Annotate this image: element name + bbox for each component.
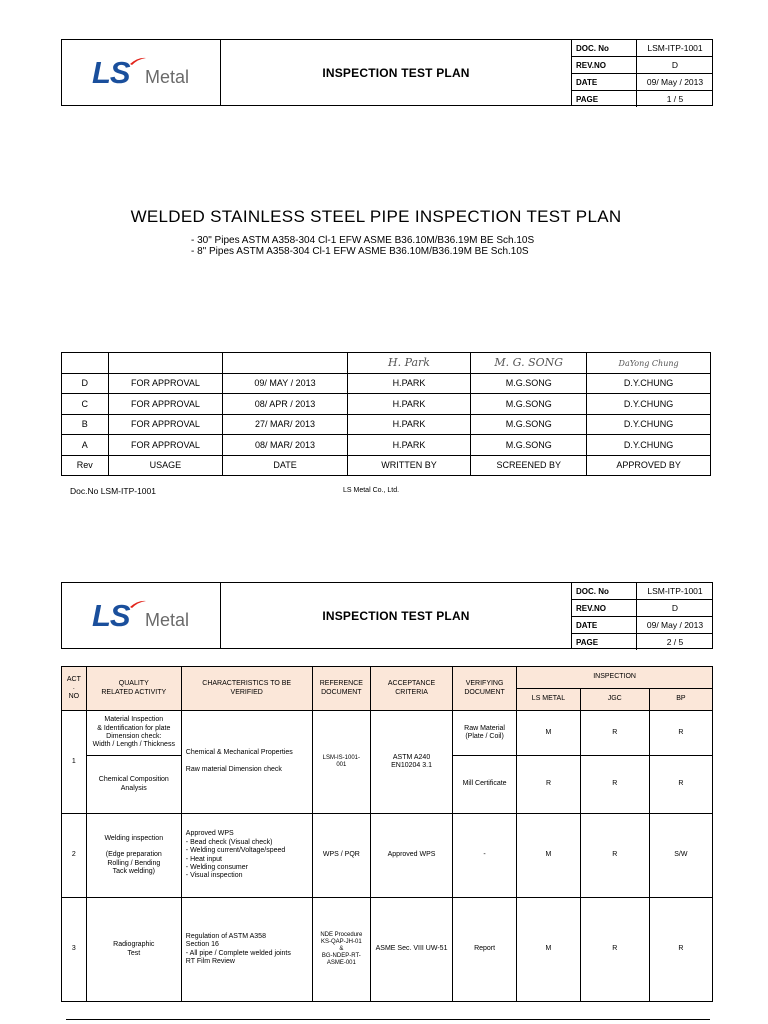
logo-cell [62, 40, 221, 105]
table-row [62, 814, 713, 898]
usage-cell: FOR APPROVAL [108, 394, 223, 415]
signature-row [62, 353, 711, 374]
date-label: DATE [572, 74, 637, 91]
header-title: INSPECTION TEST PLAN [221, 40, 572, 105]
written-cell: H.PARK [347, 414, 471, 435]
characteristics: Regulation of ASTM A358 Section 16 - All pipe / Complete welded joints RT Film Review [181, 898, 312, 1002]
characteristics: Chemical & Mechanical Properties Raw material Dimension check [181, 711, 312, 814]
date-cell: 09/ MAY / 2013 [223, 373, 347, 394]
page-value: 1 / 5 [666, 94, 684, 104]
header-screened: SCREENED BY [471, 455, 587, 476]
logo-swoosh-icon [130, 57, 146, 65]
acceptance: ASTM A240 EN10204 3.1 [371, 711, 453, 814]
rev-label: REV.NO [572, 600, 637, 617]
ins-jgc: R [580, 814, 649, 898]
verifying-doc: Raw Material (Plate / Coil) [452, 711, 516, 756]
screened-cell: M.G.SONG [471, 435, 587, 456]
acceptance: Approved WPS [371, 814, 453, 898]
revision-row [62, 394, 711, 415]
header-meta-table [572, 40, 713, 107]
logo-brand: LS [92, 55, 130, 90]
col-reference: REFERENCE DOCUMENT [312, 667, 371, 711]
approved-cell: D.Y.CHUNG [587, 394, 711, 415]
header-title: INSPECTION TEST PLAN [221, 583, 572, 648]
col-acceptance: ACCEPTANCE CRITERIA [371, 667, 453, 711]
doc-no-value: LSM-ITP-1001 [637, 583, 714, 600]
ins-jgc: R [580, 711, 649, 756]
ins-ls: M [517, 814, 581, 898]
ins-bp: R [649, 756, 712, 814]
doc-no-label: DOC. No [572, 583, 637, 600]
subtitle-8in: - 8" Pipes ASTM A358-304 Cl-1 EFW ASME B36.10M/B36.19M BE Sch.10S [191, 246, 529, 257]
rev-cell: B [62, 414, 109, 435]
ins-ls: R [517, 756, 581, 814]
page-label: PAGE [572, 634, 637, 651]
ls-metal-logo [92, 598, 202, 634]
date-cell: 27/ MAR/ 2013 [223, 414, 347, 435]
date-value: 09/ May / 2013 [637, 74, 714, 91]
date-cell: 08/ APR / 2013 [223, 394, 347, 415]
revision-row [62, 414, 711, 435]
ins-ls: M [517, 898, 581, 1002]
date-cell: 08/ MAR/ 2013 [223, 435, 347, 456]
signature-written: H. Park [388, 356, 430, 370]
header-meta-table [572, 583, 713, 650]
col-inspection: INSPECTION [517, 667, 713, 689]
signature-screened: M. G. SONG [494, 356, 564, 370]
act-no: 1 [62, 711, 87, 814]
logo-name: Metal [145, 610, 190, 630]
document-title: WELDED STAINLESS STEEL PIPE INSPECTION TEST PLAN [130, 207, 622, 226]
usage-cell: FOR APPROVAL [108, 414, 223, 435]
rev-cell: C [62, 394, 109, 415]
doc-no-label: DOC. No [572, 40, 637, 57]
logo-name: Metal [145, 67, 190, 87]
quality-activity: Material Inspection & Identification for plate Dimension check: Width / Length / Thickness [86, 711, 181, 756]
screened-cell: M.G.SONG [471, 373, 587, 394]
ins-ls: M [517, 711, 581, 756]
date-label: DATE [572, 617, 637, 634]
col-characteristics: CHARACTERISTICS TO BE VERIFIED [181, 667, 312, 711]
written-cell: H.PARK [347, 435, 471, 456]
revision-header-row [62, 455, 711, 476]
verifying-doc: - [452, 814, 516, 898]
subtitle-30in: - 30" Pipes ASTM A358-304 Cl-1 EFW ASME B36.10M/B36.19M BE Sch.10S [191, 235, 535, 246]
header-rev: Rev [62, 455, 109, 476]
revision-row [62, 435, 711, 456]
col-jgc: JGC [580, 689, 649, 711]
revision-table [61, 352, 711, 476]
approved-cell: D.Y.CHUNG [587, 414, 711, 435]
reference-doc: LSM-IS-1001- 001 [312, 711, 371, 814]
footer-doc-no: Doc.No LSM-ITP-1001 [70, 486, 156, 496]
acceptance: ASME Sec. VIII UW-51 [371, 898, 453, 1002]
header-written: WRITTEN BY [347, 455, 471, 476]
header-approved: APPROVED BY [587, 455, 711, 476]
ins-bp: S/W [649, 814, 712, 898]
ls-metal-logo [92, 55, 202, 91]
screened-cell: M.G.SONG [471, 394, 587, 415]
written-cell: H.PARK [347, 394, 471, 415]
header-box-page2 [61, 582, 713, 649]
date-value: 09/ May / 2013 [637, 617, 714, 634]
doc-no-value: LSM-ITP-1001 [637, 40, 714, 57]
usage-cell: FOR APPROVAL [108, 435, 223, 456]
approved-cell: D.Y.CHUNG [587, 435, 711, 456]
screened-cell: M.G.SONG [471, 414, 587, 435]
ins-bp: R [649, 711, 712, 756]
itp-header-row [62, 667, 713, 689]
rev-cell: A [62, 435, 109, 456]
reference-doc: WPS / PQR [312, 814, 371, 898]
act-no: 2 [62, 814, 87, 898]
itp-table [61, 666, 713, 1002]
act-no: 3 [62, 898, 87, 1002]
logo-cell [62, 583, 221, 648]
col-bp: BP [649, 689, 712, 711]
header-usage: USAGE [108, 455, 223, 476]
quality-activity: Welding inspection (Edge preparation Rolling / Bending Tack welding) [86, 814, 181, 898]
reference-doc: NDE Procedure KS-QAP-JH-01 & BG-NDEP-RT- ASME-001 [312, 898, 371, 1002]
quality-activity: Chemical Composition Analysis [86, 756, 181, 814]
quality-activity: Radiographic Test [86, 898, 181, 1002]
table-row [62, 711, 713, 756]
page-label: PAGE [572, 91, 637, 108]
page-bottom-divider [66, 1019, 710, 1020]
rev-cell: D [62, 373, 109, 394]
ins-jgc: R [580, 898, 649, 1002]
footer-company: LS Metal Co., Ltd. [343, 487, 400, 494]
page-value: 2 / 5 [666, 637, 684, 647]
header-date: DATE [223, 455, 347, 476]
col-ls-metal: LS METAL [517, 689, 581, 711]
verifying-doc: Report [452, 898, 516, 1002]
characteristics: Approved WPS - Bead check (Visual check) - Welding current/Voltage/speed - Heat input - Welding consumer - Visual inspection [181, 814, 312, 898]
ins-bp: R [649, 898, 712, 1002]
ins-jgc: R [580, 756, 649, 814]
verifying-doc: Mill Certificate [452, 756, 516, 814]
header-box-page1 [61, 39, 713, 106]
col-act-no: ACT . NO [62, 667, 87, 711]
rev-value: D [637, 57, 714, 74]
usage-cell: FOR APPROVAL [108, 373, 223, 394]
col-verifying: VERIFYING DOCUMENT [452, 667, 516, 711]
written-cell: H.PARK [347, 373, 471, 394]
rev-label: REV.NO [572, 57, 637, 74]
col-quality: QUALITY RELATED ACTIVITY [86, 667, 181, 711]
rev-value: D [637, 600, 714, 617]
table-row [62, 898, 713, 1002]
logo-brand: LS [92, 598, 130, 633]
approved-cell: D.Y.CHUNG [587, 373, 711, 394]
signature-approved: DaYong Chung [618, 358, 679, 368]
logo-swoosh-icon [130, 600, 146, 608]
revision-row [62, 373, 711, 394]
